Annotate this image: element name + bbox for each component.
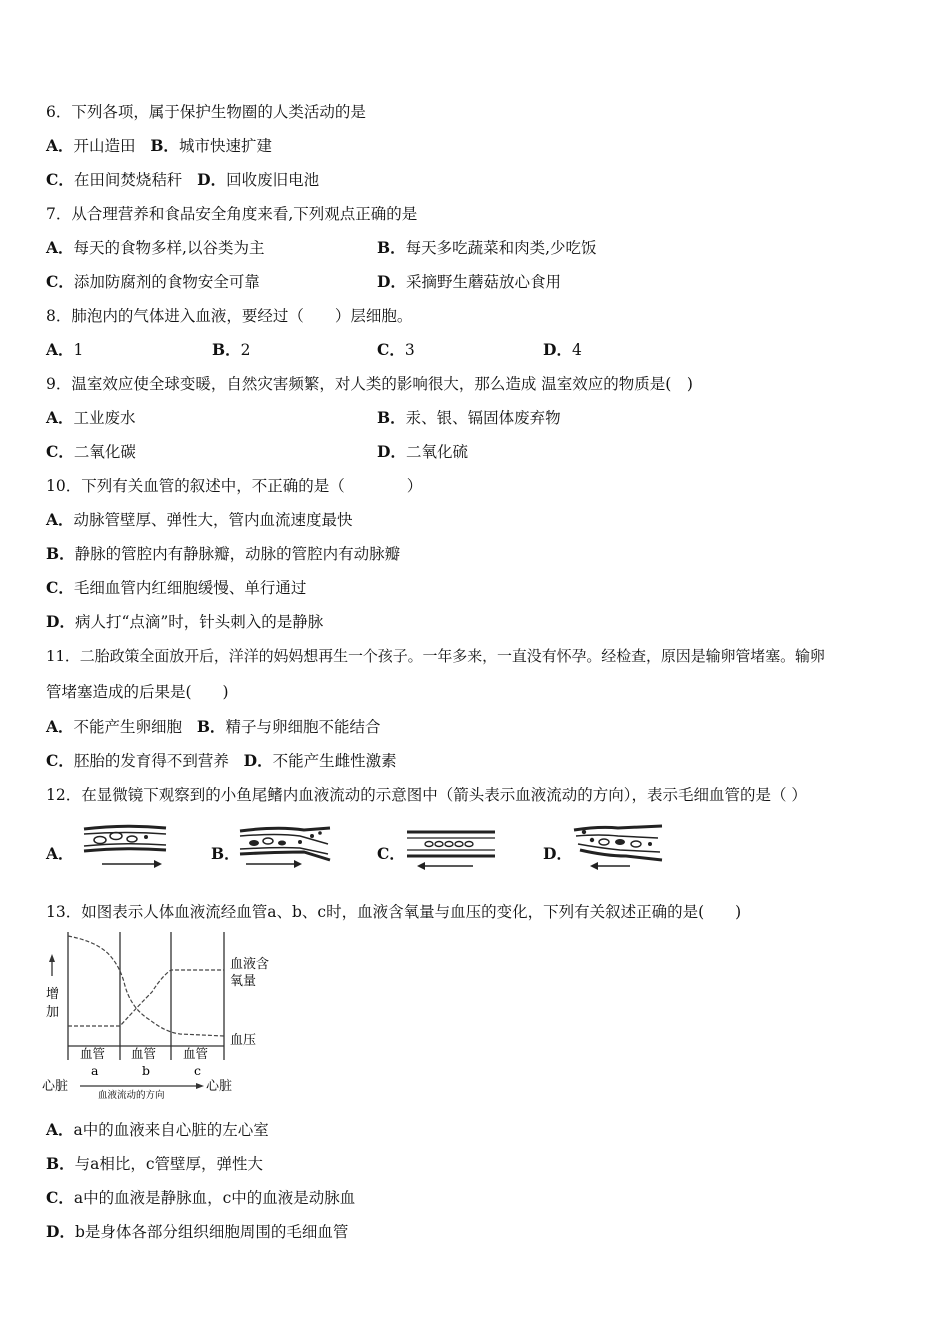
q13-c-text: a中的血液是静脉血，c中的血液是动脉血 [73, 1189, 356, 1207]
q8-stem: 8．肺泡内的气体进入血液，要经过（ ）层细胞。 [46, 307, 413, 325]
q6-c-label: C． [46, 170, 74, 189]
q9-b-label: B． [377, 408, 406, 427]
heart-right-label: 心脏 [206, 1079, 233, 1094]
q8-a-text: 1 [73, 341, 84, 359]
q11-a-label: A． [46, 717, 74, 736]
q7-a-label: A． [46, 238, 74, 257]
q8-option-c [377, 340, 415, 360]
q13-d-label: D． [46, 1222, 75, 1241]
vessel-b-word: 血管 [131, 1046, 157, 1061]
q9-a-text: 工业废水 [73, 409, 136, 427]
q9-option-b [377, 408, 561, 428]
q12-figure-b [238, 822, 338, 872]
legend-oxygen-line1: 血液含 [230, 957, 270, 972]
q6-d-text: 回收废旧电池 [226, 171, 320, 189]
q6-options-ab [46, 136, 272, 156]
q9-option-d [377, 442, 468, 462]
y-label-2: 加 [46, 1005, 60, 1020]
q12-figure-c [405, 826, 497, 872]
q10-d-text: 病人打“点滴”时，针头刺入的是静脉 [74, 613, 324, 631]
y-label-1: 增 [46, 987, 60, 1002]
q13-a-text: a中的血液来自心脏的左心室 [73, 1121, 269, 1139]
q11-stem-line2: 管堵塞造成的后果是( ) [46, 683, 229, 701]
vessel-b-letter: b [142, 1063, 151, 1078]
q6-b-label: B． [150, 136, 179, 155]
q6-d-label: D． [197, 170, 227, 189]
q9-stem: 9．温室效应使全球变暖，自然灾害频繁，对人类的影响很大，那么造成 温室效应的物质是( ) [46, 375, 693, 393]
q7-option-c [46, 272, 260, 292]
q9-a-label: A． [46, 408, 74, 427]
q6-b-text: 城市快速扩建 [178, 137, 272, 155]
vessel-c-letter: c [194, 1063, 202, 1078]
q10-option-a [46, 510, 353, 530]
q8-c-text: 3 [404, 341, 415, 359]
vessel-a-letter: a [91, 1063, 99, 1078]
q13-option-c [46, 1188, 355, 1208]
q9-option-c [46, 442, 136, 462]
heart-left-label: 心脏 [42, 1079, 69, 1094]
q9-c-label: C． [46, 442, 74, 461]
legend-pressure: 血压 [230, 1033, 257, 1048]
q7-b-label: B． [377, 238, 406, 257]
q7-option-a [46, 238, 264, 258]
q13-d-text: b是身体各部分组织细胞周围的毛细血管 [74, 1223, 349, 1241]
q7-c-text: 添加防腐剂的食物安全可靠 [73, 273, 260, 291]
q8-d-label: D． [543, 340, 572, 359]
q8-option-d [543, 340, 582, 360]
q6-stem: 6．下列各项，属于保护生物圈的人类活动的是 [46, 103, 366, 121]
q12-stem: 12．在显微镜下观察到的小鱼尾鳍内血液流动的示意图中（箭头表示血液流动的方向），表示毛细血管的是（ ） [46, 786, 807, 804]
q12-b-label: B． [211, 844, 240, 863]
q13-option-b [46, 1154, 263, 1174]
q12-a-label: A． [46, 844, 74, 863]
q10-c-label: C． [46, 578, 74, 597]
flow-arrowhead [196, 1083, 204, 1089]
q11-d-label: D． [243, 751, 273, 770]
q10-d-label: D． [46, 612, 75, 631]
q11-d-text: 不能产生雌性激素 [272, 752, 397, 770]
q7-a-text: 每天的食物多样,以谷类为主 [73, 239, 265, 257]
q10-a-label: A． [46, 510, 74, 529]
q10-option-d [46, 612, 323, 632]
q11-c-text: 胚胎的发育得不到营养 [73, 752, 229, 770]
q8-a-label: A． [46, 340, 74, 359]
q11-b-label: B． [196, 717, 226, 736]
q8-option-a [46, 340, 83, 360]
q13-option-d [46, 1222, 348, 1242]
q10-option-c [46, 578, 306, 598]
q8-b-label: B． [212, 340, 241, 359]
q6-options-cd [46, 170, 319, 190]
q9-d-text: 二氧化硫 [405, 443, 468, 461]
q11-options-cd [46, 751, 397, 771]
q10-stem: 10．下列有关血管的叙述中，不正确的是（ ） [46, 477, 423, 495]
q10-b-label: B． [46, 544, 75, 563]
y-axis-arrowhead [49, 954, 55, 962]
q13-option-a [46, 1120, 269, 1140]
q11-c-label: C． [46, 751, 74, 770]
q6-a-text: 开山造田 [73, 137, 136, 155]
blood-pressure-curve [68, 936, 224, 1036]
vessel-c-word: 血管 [183, 1046, 209, 1061]
q13-c-label: C． [46, 1188, 74, 1207]
q7-option-b [377, 238, 597, 258]
q6-c-text: 在田间焚烧秸秆 [73, 171, 183, 189]
q9-c-text: 二氧化碳 [73, 443, 136, 461]
q12-d-label: D． [543, 844, 572, 863]
vessel-a-word: 血管 [80, 1046, 106, 1061]
q11-a-text: 不能产生卵细胞 [73, 718, 183, 736]
q11-options-ab [46, 717, 380, 737]
q9-option-a [46, 408, 136, 428]
flow-direction-label: 血液流动的方向 [98, 1090, 165, 1101]
q7-d-text: 采摘野生蘑菇放心食用 [405, 273, 561, 291]
q10-a-text: 动脉管壁厚、弹性大，管内血流速度最快 [73, 511, 353, 529]
q10-option-b [46, 544, 400, 564]
q12-figure-a [80, 822, 170, 872]
q8-b-text: 2 [240, 341, 251, 359]
q11-b-text: 精子与卵细胞不能结合 [225, 718, 381, 736]
q9-d-label: D． [377, 442, 406, 461]
q13-b-label: B． [46, 1154, 75, 1173]
q8-d-text: 4 [571, 341, 582, 359]
q12-c-label: C． [377, 844, 405, 863]
q13-stem: 13．如图表示人体血液流经血管a、b、c时，血液含氧量与血压的变化，下列有关叙述正确的是( ) [46, 903, 742, 921]
oxygen-content-curve [68, 970, 224, 1026]
q7-option-d [377, 272, 561, 292]
q10-b-text: 静脉的管腔内有静脉瓣，动脉的管腔内有动脉瓣 [74, 545, 401, 563]
q13-figure [40, 924, 300, 1102]
q10-c-text: 毛细血管内红细胞缓慢、单行通过 [73, 579, 307, 597]
q8-c-label: C． [377, 340, 405, 359]
q7-stem: 7．从合理营养和食品安全角度来看,下列观点正确的是 [46, 205, 418, 223]
q7-d-label: D． [377, 272, 406, 291]
q6-a-label: A． [46, 136, 74, 155]
q7-c-label: C． [46, 272, 74, 291]
legend-oxygen-line2: 氧量 [230, 974, 257, 989]
q13-a-label: A． [46, 1120, 74, 1139]
q13-b-text: 与a相比，c管壁厚，弹性大 [74, 1155, 264, 1173]
q12-figure-d [570, 822, 666, 872]
q11-stem-line1: 11．二胎政策全面放开后，洋洋的妈妈想再生一个孩子。一年多来，一直没有怀孕。经检查，原因是输卵管堵塞。输卵 [46, 647, 825, 665]
q7-b-text: 每天多吃蔬菜和肉类,少吃饭 [405, 239, 597, 257]
q8-option-b [212, 340, 250, 360]
q9-b-text: 汞、银、镉固体废弃物 [405, 409, 561, 427]
